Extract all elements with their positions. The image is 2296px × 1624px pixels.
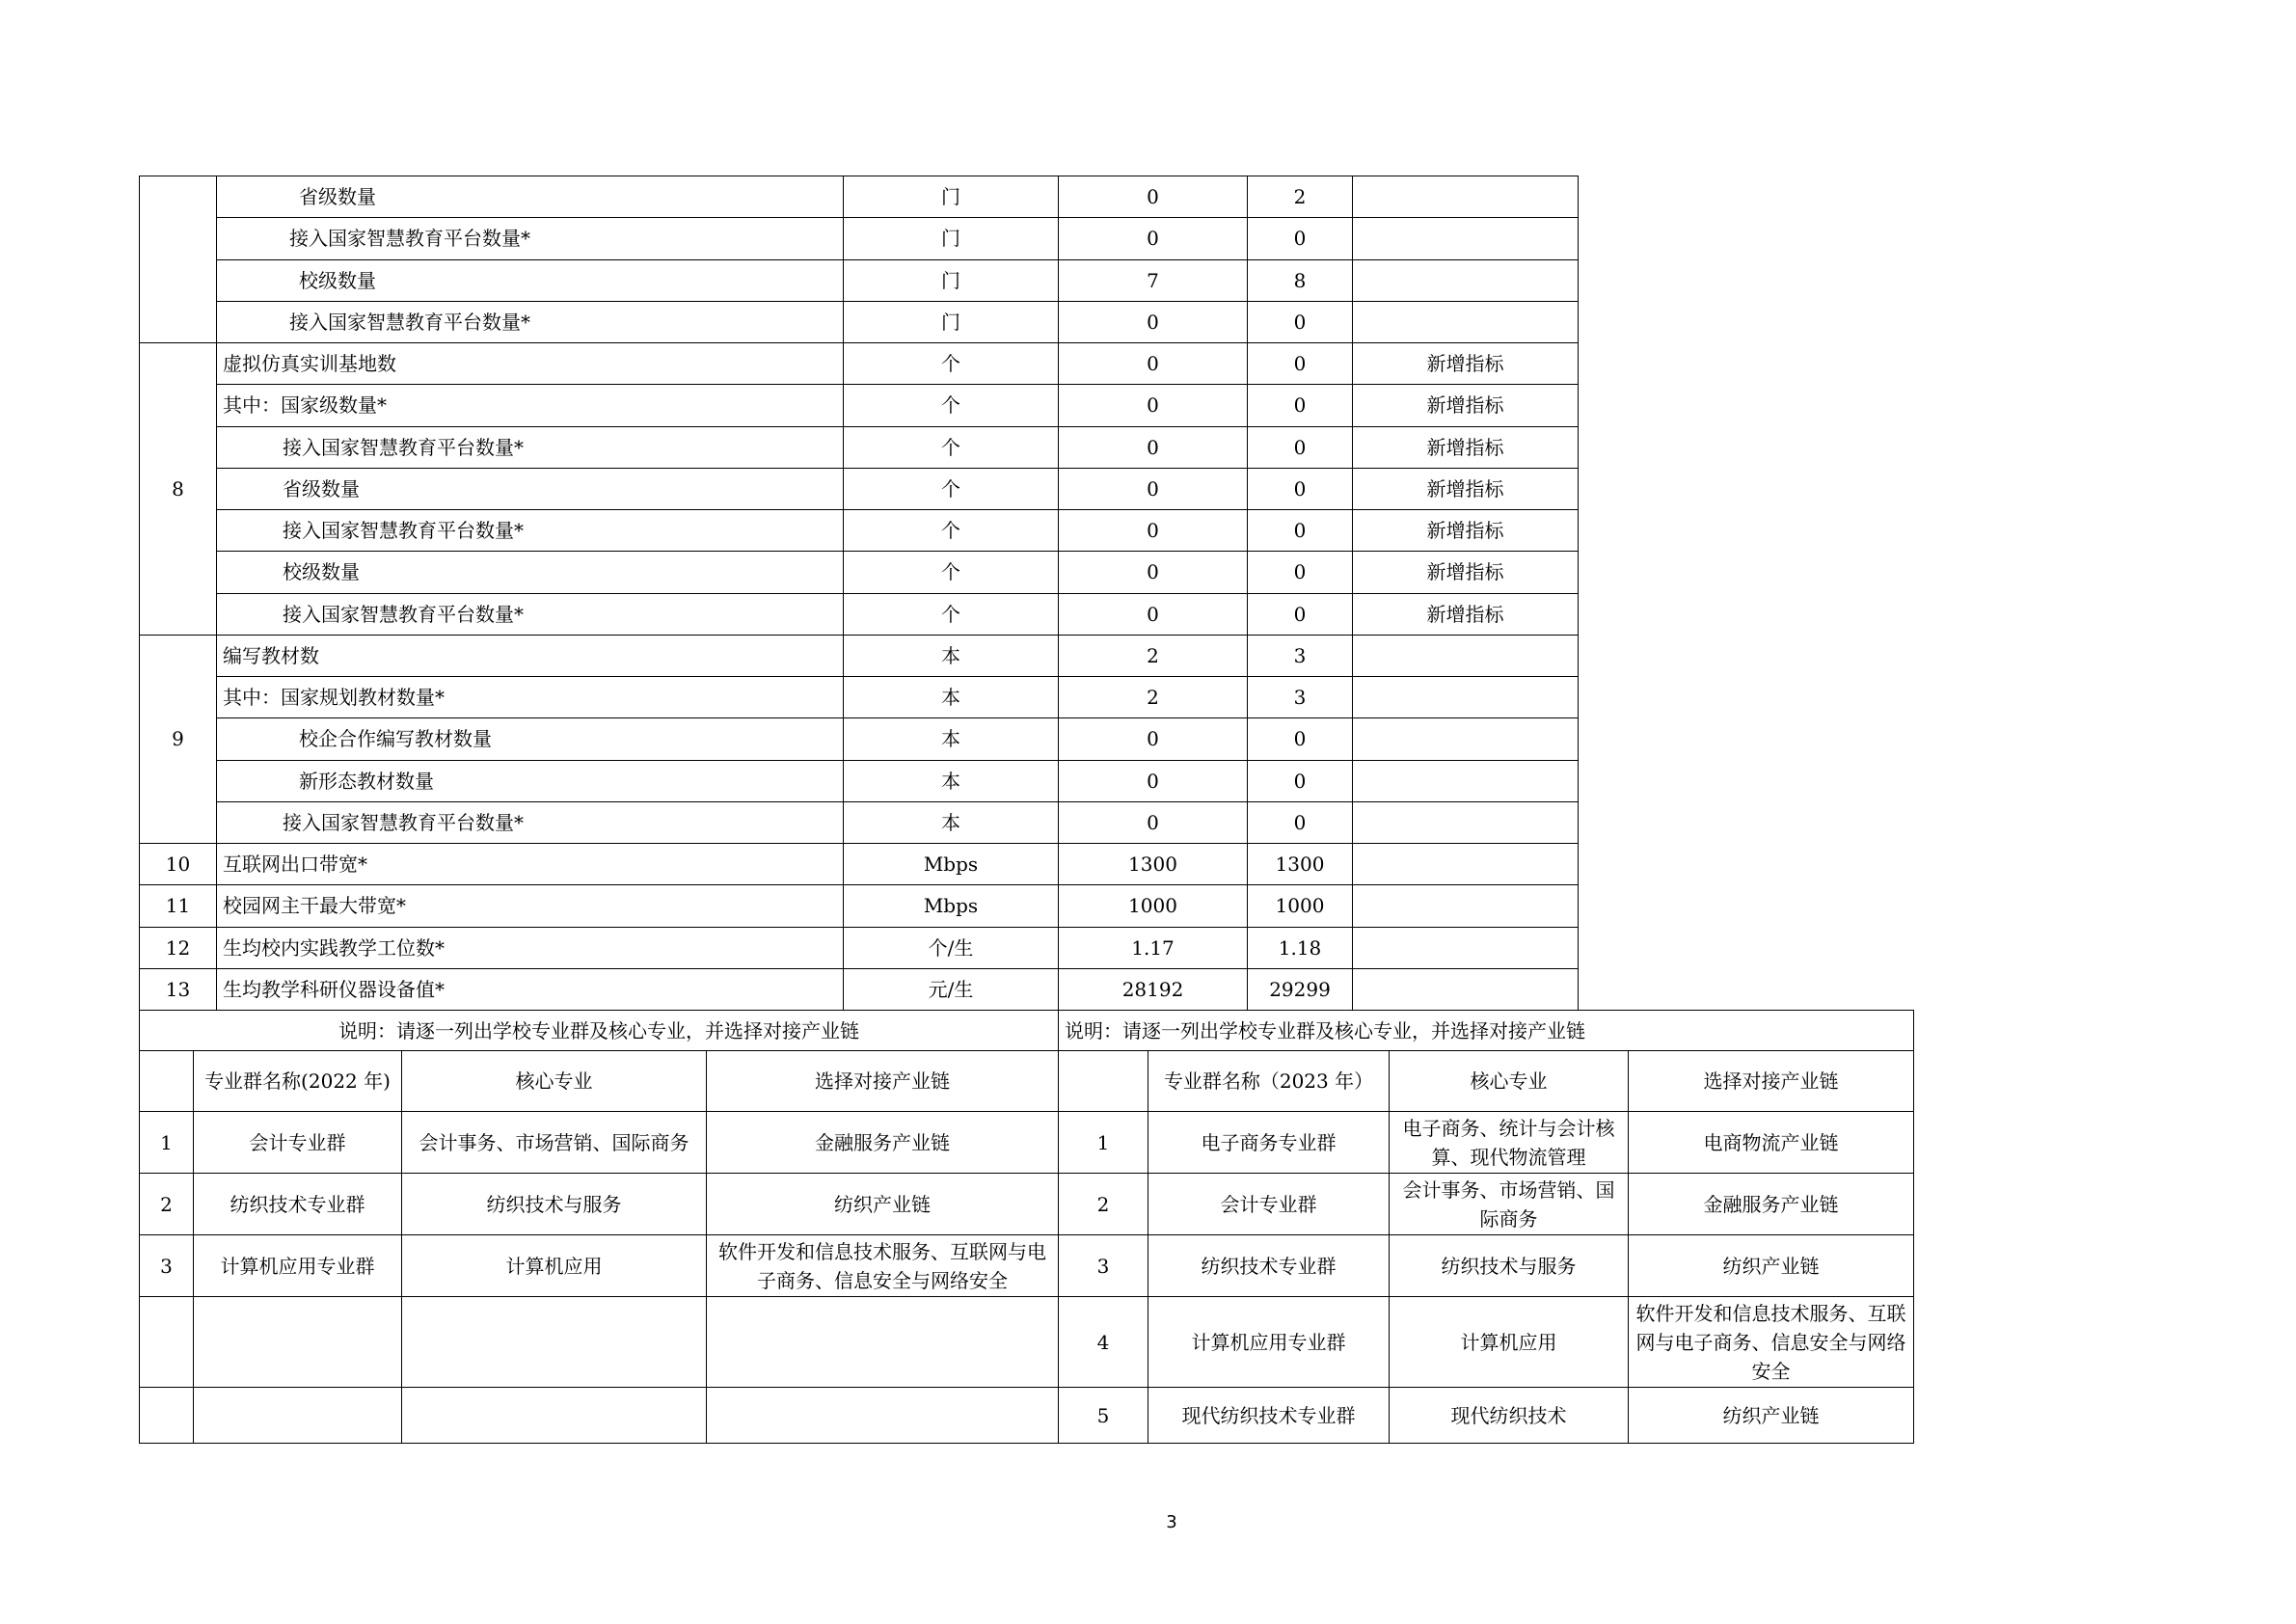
value-2022: 1.17: [1059, 927, 1248, 968]
table-row: [140, 844, 1579, 885]
indicator-name: 生均校内实践教学工位数*: [217, 927, 844, 968]
note-cell: [1353, 844, 1579, 885]
row-number-cell: 10: [140, 844, 217, 885]
value-2022: 0: [1059, 801, 1248, 843]
table-row: [140, 259, 1579, 301]
value-2023: 0: [1248, 718, 1353, 760]
table-row: [140, 1235, 1914, 1297]
row-no: 2: [1059, 1174, 1148, 1235]
header-group-2023: 专业群名称（2023 年）: [1148, 1051, 1390, 1112]
value-2023: 0: [1248, 593, 1353, 635]
table-row: [140, 176, 1579, 218]
row-no: [140, 1297, 194, 1388]
table-row: [140, 1174, 1914, 1235]
value-2023: 0: [1248, 468, 1353, 509]
group-name: 会计专业群: [194, 1112, 402, 1174]
core-major: 会计事务、市场营销、国际商务: [1390, 1174, 1629, 1235]
value-2023: 2: [1248, 176, 1353, 218]
note-cell: 新增指标: [1353, 552, 1579, 593]
row-number-cell: 8: [140, 343, 217, 636]
indicator-name: 其中：国家规划教材数量*: [217, 677, 844, 718]
row-number-cell: 9: [140, 635, 217, 843]
header-core-right: 核心专业: [1390, 1051, 1629, 1112]
indicator-name: 校企合作编写教材数量: [217, 718, 844, 760]
note-cell: [1353, 176, 1579, 218]
unit-cell: 个: [844, 552, 1059, 593]
table-row: [140, 760, 1579, 801]
table-row: [140, 510, 1579, 552]
industry-chain: 金融服务产业链: [707, 1112, 1059, 1174]
table-row: [140, 301, 1579, 342]
row-number-cell: 12: [140, 927, 217, 968]
note-cell: [1353, 301, 1579, 342]
value-2023: 0: [1248, 385, 1353, 426]
core-major: 电子商务、统计与会计核算、现代物流管理: [1390, 1112, 1629, 1174]
note-cell: 新增指标: [1353, 510, 1579, 552]
value-2023: 0: [1248, 510, 1353, 552]
industry-chain: 软件开发和信息技术服务、互联网与电子商务、信息安全与网络安全: [707, 1235, 1059, 1297]
value-2023: 3: [1248, 677, 1353, 718]
note-left: 说明：请逐一列出学校专业群及核心专业，并选择对接产业链: [140, 1011, 1059, 1051]
value-2022: 2: [1059, 635, 1248, 676]
group-name: [194, 1388, 402, 1444]
industry-chain: 纺织产业链: [1629, 1235, 1914, 1297]
unit-cell: 本: [844, 760, 1059, 801]
value-2022: 0: [1059, 385, 1248, 426]
industry-chain: 软件开发和信息技术服务、互联网与电子商务、信息安全与网络安全: [1629, 1297, 1914, 1388]
industry-chain: 金融服务产业链: [1629, 1174, 1914, 1235]
unit-cell: 本: [844, 718, 1059, 760]
core-major: [402, 1297, 707, 1388]
table-row: [140, 1297, 1914, 1388]
table-row: [140, 801, 1579, 843]
unit-cell: 门: [844, 259, 1059, 301]
indicator-name: 虚拟仿真实训基地数: [217, 343, 844, 385]
value-2022: 0: [1059, 218, 1248, 259]
group-name: 计算机应用专业群: [194, 1235, 402, 1297]
industry-chain: [707, 1297, 1059, 1388]
unit-cell: 本: [844, 635, 1059, 676]
value-2023: 0: [1248, 301, 1353, 342]
header-chain-right: 选择对接产业链: [1629, 1051, 1914, 1112]
value-2022: 0: [1059, 718, 1248, 760]
table-row: [140, 468, 1579, 509]
value-2022: 0: [1059, 301, 1248, 342]
value-2023: 0: [1248, 760, 1353, 801]
core-major: 计算机应用: [1390, 1297, 1629, 1388]
value-2022: 1000: [1059, 885, 1248, 927]
value-2023: 29299: [1248, 968, 1353, 1010]
header-no-left: [140, 1051, 194, 1112]
value-2023: 1300: [1248, 844, 1353, 885]
value-2022: 7: [1059, 259, 1248, 301]
header-chain-left: 选择对接产业链: [707, 1051, 1059, 1112]
row-no: 1: [140, 1112, 194, 1174]
unit-cell: 个: [844, 593, 1059, 635]
table-row: [140, 885, 1579, 927]
note-cell: [1353, 259, 1579, 301]
note-cell: [1353, 218, 1579, 259]
table-row: [140, 968, 1579, 1010]
core-major: 纺织技术与服务: [402, 1174, 707, 1235]
indicator-name: 接入国家智慧教育平台数量*: [217, 510, 844, 552]
table-row: [140, 593, 1579, 635]
unit-cell: 个/生: [844, 927, 1059, 968]
industry-chain: 纺织产业链: [707, 1174, 1059, 1235]
unit-cell: 门: [844, 176, 1059, 218]
unit-cell: Mbps: [844, 844, 1059, 885]
value-2022: 0: [1059, 426, 1248, 468]
indicator-name: 互联网出口带宽*: [217, 844, 844, 885]
row-no: 3: [140, 1235, 194, 1297]
table-row: [140, 1011, 1914, 1051]
unit-cell: 个: [844, 343, 1059, 385]
industry-chain: [707, 1388, 1059, 1444]
group-name: 电子商务专业群: [1148, 1112, 1390, 1174]
value-2023: 0: [1248, 552, 1353, 593]
note-cell: [1353, 677, 1579, 718]
indicator-table: [139, 176, 1579, 1011]
unit-cell: 个: [844, 385, 1059, 426]
table-row: [140, 1112, 1914, 1174]
indicator-name: 接入国家智慧教育平台数量*: [217, 593, 844, 635]
row-no: 3: [1059, 1235, 1148, 1297]
unit-cell: 门: [844, 218, 1059, 259]
table-row: [140, 677, 1579, 718]
unit-cell: 本: [844, 677, 1059, 718]
indicator-name: 接入国家智慧教育平台数量*: [217, 301, 844, 342]
header-core-left: 核心专业: [402, 1051, 707, 1112]
value-2022: 0: [1059, 510, 1248, 552]
value-2022: 28192: [1059, 968, 1248, 1010]
row-no: 4: [1059, 1297, 1148, 1388]
note-cell: 新增指标: [1353, 593, 1579, 635]
core-major: 会计事务、市场营销、国际商务: [402, 1112, 707, 1174]
note-cell: [1353, 635, 1579, 676]
note-cell: 新增指标: [1353, 426, 1579, 468]
note-cell: 新增指标: [1353, 468, 1579, 509]
note-cell: 新增指标: [1353, 343, 1579, 385]
row-no: 2: [140, 1174, 194, 1235]
value-2022: 1300: [1059, 844, 1248, 885]
value-2023: 1.18: [1248, 927, 1353, 968]
table-row: [140, 552, 1579, 593]
core-major: 现代纺织技术: [1390, 1388, 1629, 1444]
header-group-2022: 专业群名称(2022 年): [194, 1051, 402, 1112]
indicator-name: 省级数量: [217, 176, 844, 218]
unit-cell: 个: [844, 426, 1059, 468]
unit-cell: 个: [844, 468, 1059, 509]
unit-cell: 门: [844, 301, 1059, 342]
note-cell: [1353, 968, 1579, 1010]
value-2022: 0: [1059, 468, 1248, 509]
indicator-name: 其中：国家级数量*: [217, 385, 844, 426]
note-right: 说明：请逐一列出学校专业群及核心专业，并选择对接产业链: [1059, 1011, 1914, 1051]
table-row: [140, 1388, 1914, 1444]
value-2023: 0: [1248, 426, 1353, 468]
unit-cell: 个: [844, 510, 1059, 552]
page-number: 3: [1166, 1512, 1177, 1532]
indicator-name: 新形态教材数量: [217, 760, 844, 801]
row-no: 5: [1059, 1388, 1148, 1444]
value-2023: 3: [1248, 635, 1353, 676]
group-name: 纺织技术专业群: [194, 1174, 402, 1235]
value-2023: 0: [1248, 801, 1353, 843]
indicator-name: 编写教材数: [217, 635, 844, 676]
unit-cell: 本: [844, 801, 1059, 843]
group-name: 会计专业群: [1148, 1174, 1390, 1235]
indicator-name: 校级数量: [217, 552, 844, 593]
specialty-group-table: [139, 1010, 1914, 1444]
table-row: [140, 385, 1579, 426]
core-major: 计算机应用: [402, 1235, 707, 1297]
unit-cell: 元/生: [844, 968, 1059, 1010]
note-cell: 新增指标: [1353, 385, 1579, 426]
row-number-cell: [140, 176, 217, 343]
value-2022: 0: [1059, 760, 1248, 801]
group-name: 现代纺织技术专业群: [1148, 1388, 1390, 1444]
value-2023: 0: [1248, 218, 1353, 259]
table-row: [140, 426, 1579, 468]
group-name: 计算机应用专业群: [1148, 1297, 1390, 1388]
indicator-name: 校级数量: [217, 259, 844, 301]
row-no: 1: [1059, 1112, 1148, 1174]
table-header-row: [140, 1051, 1914, 1112]
industry-chain: 纺织产业链: [1629, 1388, 1914, 1444]
value-2023: 0: [1248, 343, 1353, 385]
value-2023: 1000: [1248, 885, 1353, 927]
value-2023: 8: [1248, 259, 1353, 301]
group-name: [194, 1297, 402, 1388]
value-2022: 0: [1059, 552, 1248, 593]
value-2022: 0: [1059, 593, 1248, 635]
indicator-name: 省级数量: [217, 468, 844, 509]
table-row: [140, 635, 1579, 676]
core-major: 纺织技术与服务: [1390, 1235, 1629, 1297]
row-number-cell: 13: [140, 968, 217, 1010]
core-major: [402, 1388, 707, 1444]
table-row: [140, 218, 1579, 259]
indicator-name: 生均教学科研仪器设备值*: [217, 968, 844, 1010]
header-no-right: [1059, 1051, 1148, 1112]
industry-chain: 电商物流产业链: [1629, 1112, 1914, 1174]
row-no: [140, 1388, 194, 1444]
value-2022: 0: [1059, 343, 1248, 385]
note-cell: [1353, 718, 1579, 760]
unit-cell: Mbps: [844, 885, 1059, 927]
note-cell: [1353, 885, 1579, 927]
note-cell: [1353, 760, 1579, 801]
indicator-name: 接入国家智慧教育平台数量*: [217, 218, 844, 259]
value-2022: 0: [1059, 176, 1248, 218]
indicator-name: 校园网主干最大带宽*: [217, 885, 844, 927]
note-cell: [1353, 801, 1579, 843]
row-number-cell: 11: [140, 885, 217, 927]
group-name: 纺织技术专业群: [1148, 1235, 1390, 1297]
note-cell: [1353, 927, 1579, 968]
value-2022: 2: [1059, 677, 1248, 718]
table-row: [140, 343, 1579, 385]
indicator-name: 接入国家智慧教育平台数量*: [217, 801, 844, 843]
table-row: [140, 927, 1579, 968]
table-row: [140, 718, 1579, 760]
indicator-name: 接入国家智慧教育平台数量*: [217, 426, 844, 468]
